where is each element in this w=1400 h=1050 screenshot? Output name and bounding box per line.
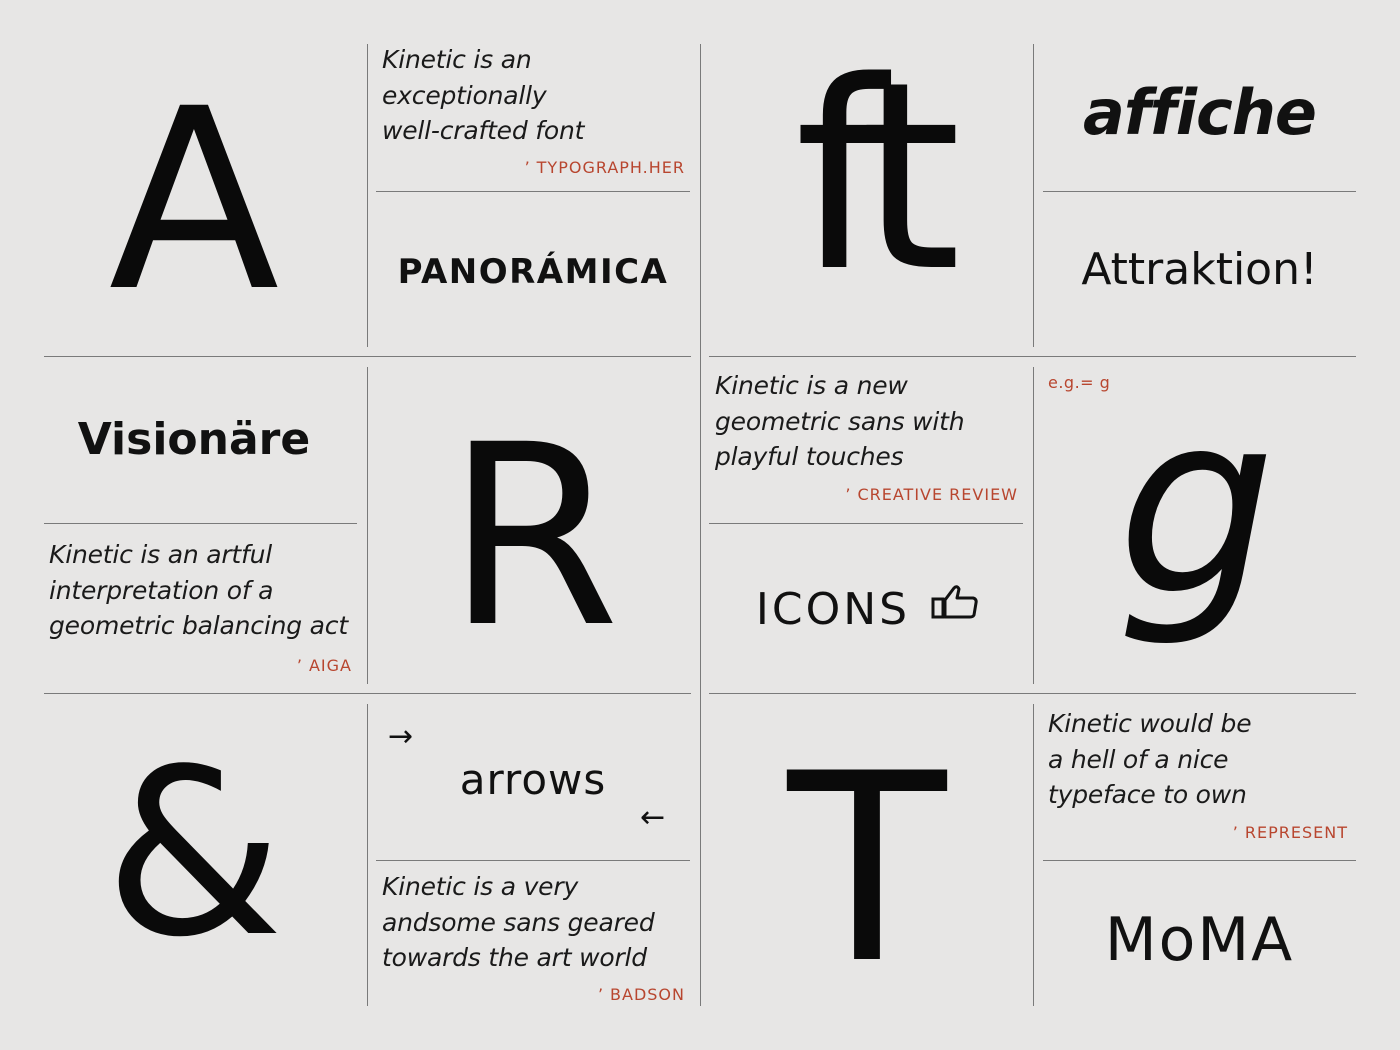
word-panoramica: PANORÁMICA	[397, 252, 669, 292]
word-icons: ICONS	[755, 584, 911, 635]
quote-creative-review: Kinetic is a new geometric sans with playful touches	[715, 371, 965, 471]
grid-divider-v-left-mid	[367, 367, 368, 684]
source-label: TYPOGRAPH.HER	[536, 158, 685, 177]
source-label: CREATIVE REVIEW	[857, 485, 1018, 504]
grid-divider-v-right-top	[1033, 44, 1034, 347]
quote-mark-icon: ’	[597, 985, 605, 1004]
arrow-right-icon: →	[388, 719, 414, 754]
source-badson	[480, 985, 685, 1004]
source-aiga	[160, 656, 352, 675]
quote-aiga: Kinetic is an artful interpretation of a geometric balancing act	[49, 540, 348, 640]
grid-divider-h-row2-left	[44, 693, 691, 694]
thumbs-up-icon	[930, 582, 980, 624]
grid-divider-h-quote1	[376, 191, 690, 192]
source-creative-review	[780, 485, 1018, 504]
grid-divider-v-center	[700, 44, 701, 1006]
quote-mark-icon: ’	[296, 656, 303, 675]
grid-divider-v-left-bottom	[367, 704, 368, 1006]
grid-divider-h-arrows	[376, 860, 690, 861]
source-label: BADSON	[610, 985, 685, 1004]
source-typographher	[430, 158, 685, 177]
grid-divider-h-row2-right	[709, 693, 1356, 694]
source-label: REPRESENT	[1244, 823, 1348, 842]
source-represent	[1120, 823, 1348, 842]
eg-label: e.g.= g	[1048, 373, 1111, 392]
glyph-g: g	[1117, 359, 1276, 650]
grid-divider-h-row1-right	[709, 356, 1356, 357]
quote-mark-icon: ’	[1232, 823, 1239, 842]
grid-divider-v-left-top	[367, 44, 368, 347]
grid-divider-h-row1-left	[44, 356, 691, 357]
glyph-ampersand: &	[104, 721, 284, 988]
grid-divider-h-quote5	[1043, 860, 1356, 861]
quote-badson: Kinetic is a very andsome sans geared towards the art world	[382, 872, 655, 972]
quote-represent: Kinetic would be a hell of a nice typeface to own	[1048, 709, 1252, 809]
glyph-ft: ft	[794, 27, 940, 329]
grid-divider-v-right-mid	[1033, 367, 1034, 684]
source-label: AIGA	[308, 656, 352, 675]
word-affiche: affiche	[1083, 76, 1316, 149]
quote-typographher: Kinetic is an exceptionally well-crafted font	[382, 45, 585, 145]
arrow-left-icon: ←	[640, 800, 666, 835]
word-moma: MoMA	[1104, 905, 1295, 975]
word-visionare: Visionäre	[77, 414, 311, 465]
grid-divider-h-visionare	[44, 523, 357, 524]
grid-divider-h-quote3	[709, 523, 1023, 524]
word-attraktion: Attraktion!	[1081, 244, 1318, 295]
word-arrows: arrows	[459, 755, 607, 804]
grid-divider-h-affiche	[1043, 191, 1356, 192]
glyph-r: R	[446, 391, 620, 682]
grid-divider-v-right-bottom	[1033, 704, 1034, 1006]
quote-mark-icon: ’	[845, 485, 852, 504]
glyph-a: A	[108, 55, 280, 346]
glyph-t: T	[787, 719, 947, 1021]
quote-mark-icon: ’	[524, 158, 531, 177]
